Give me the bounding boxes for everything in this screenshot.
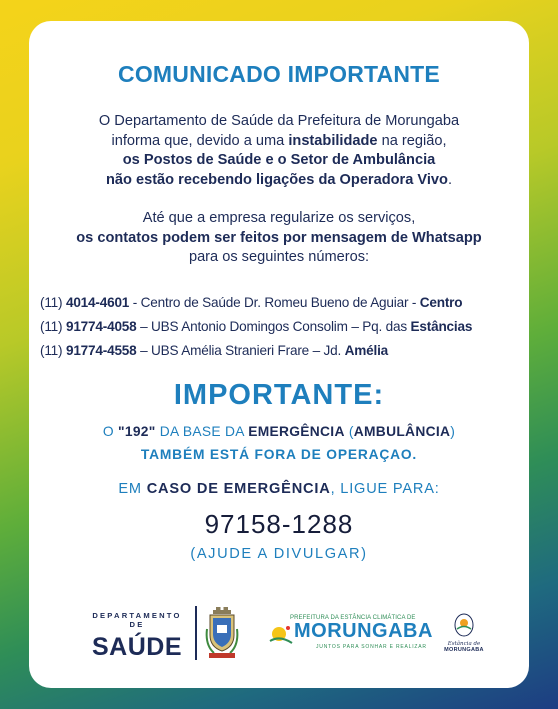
contact-desc: – UBS Amélia Stranieri Frare – Jd. [136, 343, 345, 358]
morungaba-big-text: MORUNGABA [294, 620, 433, 642]
estancia-script-text: Estância de [447, 641, 481, 647]
emergency-text: ( [344, 424, 354, 439]
contact-item [40, 339, 529, 363]
contact-number: 91774-4558 [65, 343, 137, 358]
contact-prefix: (11) [40, 319, 66, 334]
city-crest-icon [204, 605, 240, 661]
contact-place: Centro [419, 295, 463, 310]
intro-line-4 [29, 171, 529, 191]
emergency-text: EM [118, 481, 147, 497]
emergency-text: ) [450, 424, 456, 439]
contact-prefix: (11) [40, 343, 66, 358]
whatsapp-line-2: os contatos podem ser feitos por mensagem de Whatsapp [76, 229, 482, 246]
dept-small-text: DEPARTAMENTO DE [92, 611, 182, 629]
intro-text-end: na região, [377, 132, 447, 149]
morungaba-prefeitura-logo [268, 615, 433, 657]
intro-line-3: os Postos de Saúde e o Setor de Ambulância [122, 152, 436, 169]
footer-logos [29, 601, 529, 671]
emergency-case: CASO DE EMERGÊNCIA [146, 481, 331, 497]
important-heading-text: IMPORTANTE [173, 379, 374, 411]
emergency-line-1 [29, 424, 529, 439]
intro-text: informa que, devido a uma [111, 132, 289, 149]
intro-emphasis: instabilidade [288, 132, 378, 149]
intro-line-4-bold: não estão recebendo ligações da Operadora Vivo [105, 171, 448, 188]
estancia-name-text: MORUNGABA [444, 647, 484, 653]
health-department-logo [87, 611, 187, 662]
announcement-card [29, 21, 529, 688]
whatsapp-line-3: para os seguintes números: [188, 249, 370, 266]
emergency-word: EMERGÊNCIA [248, 424, 345, 439]
whatsapp-line-1: Até que a empresa regularize os serviços, [142, 210, 416, 226]
emergency-text: , LIGUE PARA: [330, 481, 440, 497]
intro-line-1: O Departamento de Saúde da Prefeitura de Morungaba [98, 113, 460, 129]
emergency-phone: 97158-1288 [204, 509, 354, 539]
share-note: (AJUDE A DIVULGAR) [190, 546, 368, 562]
intro-paragraph [29, 112, 529, 190]
emergency-text: O [102, 424, 119, 439]
emergency-text: DA BASE DA [155, 424, 249, 439]
footer-divider [195, 606, 197, 660]
ambulance-word: AMBULÂNCIA [353, 424, 451, 439]
contact-list [40, 291, 529, 363]
contact-number: 4014-4601 [65, 295, 130, 310]
important-heading [29, 379, 529, 412]
whatsapp-paragraph [29, 209, 529, 268]
sun-icon [268, 621, 294, 647]
contact-prefix: (11) [40, 295, 66, 310]
contact-item [40, 291, 529, 315]
intro-line-4-end: . [447, 171, 453, 188]
contact-desc: – UBS Antonio Domingos Consolim – Pq. das [136, 319, 411, 334]
morungaba-small-text: PREFEITURA DA ESTÂNCIA CLIMÁTICA DE [290, 615, 416, 621]
page-title: COMUNICADO IMPORTANTE [118, 61, 440, 87]
contact-place: Estâncias [410, 319, 473, 334]
intro-line-2 [29, 132, 529, 152]
estancia-logo [439, 613, 489, 653]
emergency-line-3 [29, 481, 529, 497]
important-heading-colon: : [373, 379, 385, 411]
contact-number: 91774-4058 [65, 319, 137, 334]
dept-big-text: SAÚDE [91, 633, 182, 661]
contact-place: Amélia [344, 343, 389, 358]
emergency-number-192: "192" [118, 424, 156, 439]
contact-item [40, 315, 529, 339]
contact-desc: - Centro de Saúde Dr. Romeu Bueno de Aguiar - [129, 295, 420, 310]
morungaba-tagline: JUNTOS PARA SONHAR E REALIZAR [316, 644, 427, 650]
estancia-emblem-icon [453, 613, 475, 637]
emergency-line-2: TAMBÉM ESTÁ FORA DE OPERAÇAO. [140, 447, 418, 462]
